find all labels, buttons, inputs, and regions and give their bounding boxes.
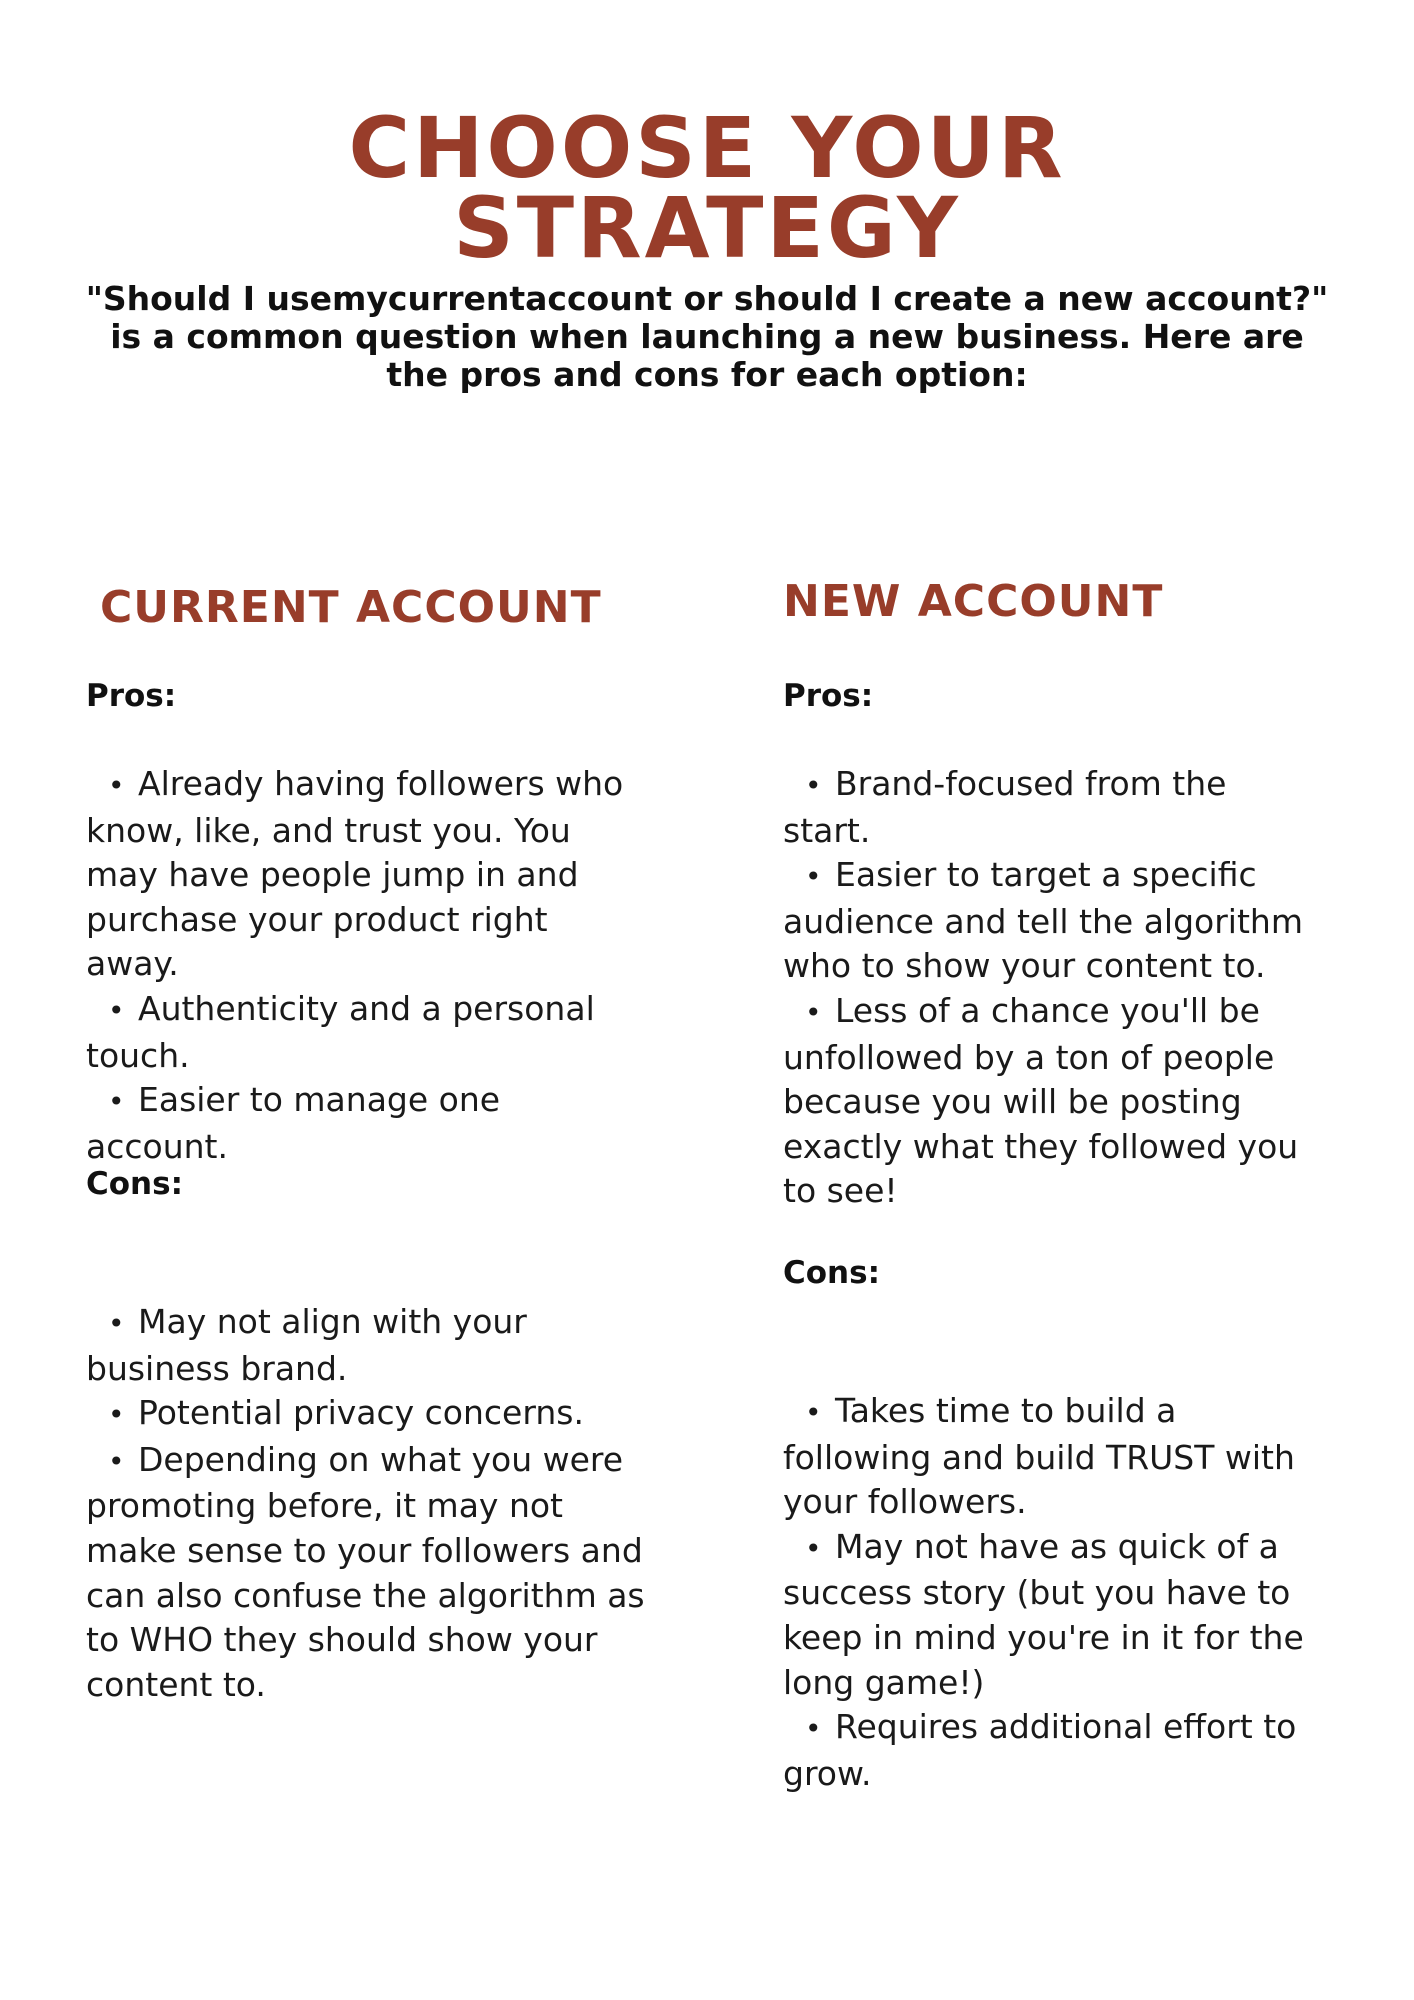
list-item: • May not align with your business brand.	[86, 1302, 527, 1388]
new-cons-label: Cons:	[783, 1255, 880, 1291]
bullet-icon: •	[108, 769, 125, 802]
bullet-icon: •	[805, 860, 822, 894]
new-cons-list	[783, 1389, 1323, 1796]
list-item: • Already having followers who know, like, and trust you. You may have people jump in and purchase your product right away.	[86, 764, 624, 984]
current-pros-label: Pros:	[86, 678, 177, 714]
list-item: • Easier to target a specific audience and tell the algorithm who to show your content to.	[783, 855, 1303, 986]
current-pros-list	[86, 762, 646, 1169]
bullet-icon: •	[805, 995, 822, 1029]
list-item: • May not have as quick of a success story (but you have to keep in mind you're in it for the long game!)	[783, 1526, 1304, 1702]
new-pros-label: Pros:	[783, 678, 874, 714]
bullet-icon: •	[108, 1307, 125, 1340]
bullet-icon: •	[805, 1712, 822, 1746]
bullet-icon: •	[805, 1531, 822, 1565]
list-item: • Easier to manage one account.	[86, 1080, 501, 1166]
current-account-heading: CURRENT ACCOUNT	[100, 582, 602, 633]
bullet-icon: •	[108, 1398, 125, 1432]
new-account-heading: NEW ACCOUNT	[783, 576, 1164, 627]
list-item: • Authenticity and a personal touch.	[86, 988, 595, 1075]
list-item: • Less of a chance you'll be unfollowed by a ton of people because you will be posting exactly what they followed you to see!	[783, 990, 1299, 1211]
list-item: • Depending on what you were promoting before, it may not make sense to your followers and can also confuse the algorithm as to WHO they should show your content to.	[86, 1439, 645, 1704]
bullet-icon: •	[805, 1396, 822, 1429]
list-item: • Brand-focused from the start.	[783, 764, 1227, 850]
list-item: • Takes time to build a following and build TRUST with your followers.	[783, 1391, 1295, 1522]
intro-text: "Should I usemycurrentaccount or should I create a new account?" is a common question when launching a new business. Here are the pros and cons for each option:	[85, 279, 1329, 394]
current-cons-label: Cons:	[86, 1166, 183, 1202]
page-title	[0, 99, 1414, 277]
list-item: • Potential privacy concerns.	[86, 1391, 646, 1438]
current-cons-list	[86, 1300, 646, 1707]
bullet-icon: •	[108, 1444, 125, 1478]
new-pros-list	[783, 762, 1323, 1214]
bullet-icon: •	[805, 769, 822, 802]
list-item: • Requires additional effort to grow.	[783, 1707, 1297, 1793]
bullet-icon: •	[108, 1085, 125, 1119]
title-line-2: STRATEGY	[453, 179, 961, 277]
title-line-1: CHOOSE YOUR	[348, 99, 1066, 197]
bullet-icon: •	[108, 993, 125, 1027]
